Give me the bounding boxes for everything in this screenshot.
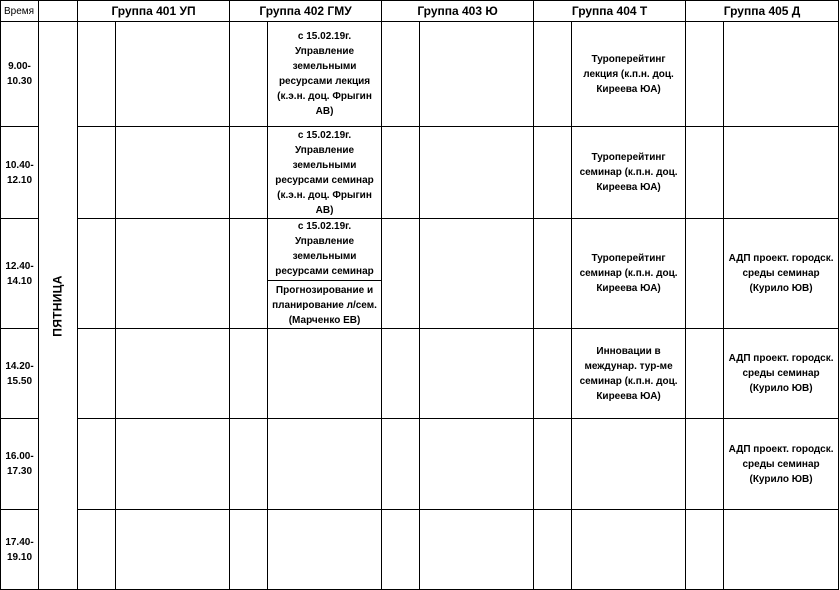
time-start: 14.20- bbox=[5, 360, 34, 372]
cell-line: Туроперейтинг bbox=[591, 253, 666, 264]
cell-402-b bbox=[268, 127, 382, 219]
cell-401-a bbox=[78, 127, 116, 219]
cell-405-b bbox=[724, 419, 839, 510]
cell-405-b bbox=[724, 22, 839, 127]
time-end: 14.10 bbox=[6, 275, 33, 287]
cell-line: АДП проект. городск. bbox=[728, 443, 834, 455]
cell-405-a bbox=[686, 329, 724, 419]
cell-line: Управление bbox=[294, 236, 355, 247]
cell-403-b bbox=[420, 22, 534, 127]
time-cell-5 bbox=[1, 419, 39, 510]
cell-line: с 15.02.19г. bbox=[297, 221, 352, 232]
time-cell-1 bbox=[1, 22, 39, 127]
cell-404-b bbox=[572, 219, 686, 329]
cell-403-b bbox=[420, 419, 534, 510]
cell-405-b bbox=[724, 219, 839, 329]
cell-line: Туроперейтинг bbox=[591, 152, 666, 163]
cell-line: семинар (к.п.н. доц. bbox=[579, 268, 678, 279]
cell-line: Прогнозирование и bbox=[275, 285, 374, 296]
cell-403-a bbox=[382, 219, 420, 329]
cell-403-b bbox=[420, 510, 534, 590]
group-header-401: Группа 401 УП bbox=[78, 1, 230, 22]
cell-line: Инновации в bbox=[596, 345, 661, 357]
cell-403-a bbox=[382, 329, 420, 419]
cell-401-b bbox=[116, 329, 230, 419]
cell-line: лекция (к.п.н. доц. bbox=[583, 68, 674, 80]
slot-row-5 bbox=[1, 419, 839, 510]
cell-401-a bbox=[78, 510, 116, 590]
day-label: ПЯТНИЦА bbox=[50, 274, 65, 337]
time-end: 10.30 bbox=[6, 76, 33, 87]
cell-line: Туроперейтинг bbox=[591, 53, 666, 65]
cell-403-b bbox=[420, 329, 534, 419]
time-end: 12.10 bbox=[6, 174, 33, 186]
cell-line: Управление bbox=[294, 144, 355, 156]
cell-405-a bbox=[686, 22, 724, 127]
slot-row-2 bbox=[1, 127, 839, 219]
cell-line: (Курило ЮВ) bbox=[749, 473, 813, 485]
time-start: 16.00- bbox=[5, 451, 34, 462]
cell-405-b bbox=[724, 329, 839, 419]
cell-402-b bbox=[268, 419, 382, 510]
split-top bbox=[268, 219, 381, 281]
cell-line: Киреева ЮА) bbox=[596, 390, 661, 402]
cell-line: среды семинар bbox=[742, 368, 820, 379]
cell-403-a bbox=[382, 510, 420, 590]
time-end: 15.50 bbox=[6, 375, 33, 387]
group-header-402: Группа 402 ГМУ bbox=[230, 1, 382, 22]
cell-line: ресурсами семинар bbox=[275, 266, 374, 277]
cell-402-b bbox=[268, 22, 382, 127]
cell-402-b bbox=[268, 510, 382, 590]
cell-line: (к.э.н. доц. Фрыгин bbox=[277, 91, 372, 102]
cell-line: среды семинар bbox=[742, 458, 820, 470]
time-cell-4 bbox=[1, 329, 39, 419]
group-header-405: Группа 405 Д bbox=[686, 1, 839, 22]
cell-line: АВ) bbox=[315, 106, 334, 117]
cell-402-a bbox=[230, 22, 268, 127]
cell-401-a bbox=[78, 329, 116, 419]
cell-line: с 15.02.19г. bbox=[297, 31, 352, 42]
time-cell-3 bbox=[1, 219, 39, 329]
cell-402-a bbox=[230, 510, 268, 590]
cell-403-a bbox=[382, 22, 420, 127]
cell-405-a bbox=[686, 510, 724, 590]
cell-404-b bbox=[572, 127, 686, 219]
cell-401-b bbox=[116, 419, 230, 510]
time-start: 12.40- bbox=[5, 260, 34, 272]
cell-401-b bbox=[116, 22, 230, 127]
cell-line: Управление bbox=[294, 46, 355, 57]
cell-line: земельными bbox=[292, 159, 357, 171]
cell-401-b bbox=[116, 510, 230, 590]
cell-405-a bbox=[686, 219, 724, 329]
cell-401-b bbox=[116, 219, 230, 329]
slot-row-4 bbox=[1, 329, 839, 419]
cell-404-b bbox=[572, 329, 686, 419]
time-start: 17.40- bbox=[5, 536, 34, 548]
cell-line: (Марченко ЕВ) bbox=[288, 315, 361, 326]
header-row bbox=[1, 1, 839, 22]
cell-line: Киреева ЮА) bbox=[596, 283, 661, 294]
cell-line: планирование л/сем. bbox=[272, 300, 377, 311]
cell-line: земельными bbox=[292, 61, 357, 72]
cell-401-a bbox=[78, 219, 116, 329]
slot-row-6 bbox=[1, 510, 839, 590]
cell-402-a bbox=[230, 219, 268, 329]
cell-line: (к.э.н. доц. Фрыгин bbox=[277, 189, 372, 201]
cell-line: ресурсами лекция bbox=[278, 76, 371, 87]
cell-line: Киреева ЮА) bbox=[596, 182, 661, 193]
time-header: Время bbox=[1, 1, 39, 22]
cell-402-a bbox=[230, 329, 268, 419]
slot-row-1 bbox=[1, 22, 839, 127]
cell-404-a bbox=[534, 219, 572, 329]
cell-line: земельными bbox=[292, 251, 357, 262]
time-end: 17.30 bbox=[6, 466, 33, 477]
cell-404-b bbox=[572, 22, 686, 127]
time-cell-6 bbox=[1, 510, 39, 590]
day-cell bbox=[39, 22, 78, 590]
cell-line: среды семинар bbox=[742, 268, 820, 279]
cell-405-a bbox=[686, 419, 724, 510]
cell-line: (Курило ЮВ) bbox=[749, 283, 813, 294]
time-start: 10.40- bbox=[5, 159, 34, 171]
group-header-403: Группа 403 Ю bbox=[382, 1, 534, 22]
cell-line: АДП проект. городск. bbox=[728, 353, 834, 364]
time-start: 9.00- bbox=[8, 61, 31, 72]
cell-402-a bbox=[230, 127, 268, 219]
day-header bbox=[39, 1, 78, 22]
cell-404-a bbox=[534, 419, 572, 510]
time-cell-2 bbox=[1, 127, 39, 219]
cell-404-a bbox=[534, 329, 572, 419]
cell-401-a bbox=[78, 22, 116, 127]
cell-line: междунар. тур-ме bbox=[584, 360, 673, 372]
cell-line: с 15.02.19г. bbox=[297, 129, 352, 141]
cell-401-b bbox=[116, 127, 230, 219]
cell-404-a bbox=[534, 22, 572, 127]
cell-402-b-split bbox=[268, 219, 382, 329]
split-bottom bbox=[268, 281, 381, 328]
cell-403-a bbox=[382, 419, 420, 510]
cell-403-a bbox=[382, 127, 420, 219]
cell-402-a bbox=[230, 419, 268, 510]
group-header-404: Группа 404 Т bbox=[534, 1, 686, 22]
cell-403-b bbox=[420, 127, 534, 219]
cell-line: семинар (к.п.н. доц. bbox=[579, 167, 678, 178]
cell-line: семинар (к.п.н. доц. bbox=[579, 375, 678, 387]
cell-401-a bbox=[78, 419, 116, 510]
cell-404-a bbox=[534, 127, 572, 219]
time-end: 19.10 bbox=[6, 551, 33, 563]
cell-403-b bbox=[420, 219, 534, 329]
slot-row-3 bbox=[1, 219, 839, 329]
cell-line: АДП проект. городск. bbox=[728, 253, 834, 264]
cell-404-a bbox=[534, 510, 572, 590]
cell-402-b bbox=[268, 329, 382, 419]
cell-line: ресурсами семинар bbox=[275, 174, 374, 186]
cell-405-a bbox=[686, 127, 724, 219]
cell-line: (Курило ЮВ) bbox=[749, 383, 813, 394]
cell-404-b bbox=[572, 510, 686, 590]
cell-line: Киреева ЮА) bbox=[596, 83, 661, 95]
cell-line: АВ) bbox=[315, 204, 334, 216]
cell-405-b bbox=[724, 127, 839, 219]
cell-405-b bbox=[724, 510, 839, 590]
cell-404-b bbox=[572, 419, 686, 510]
